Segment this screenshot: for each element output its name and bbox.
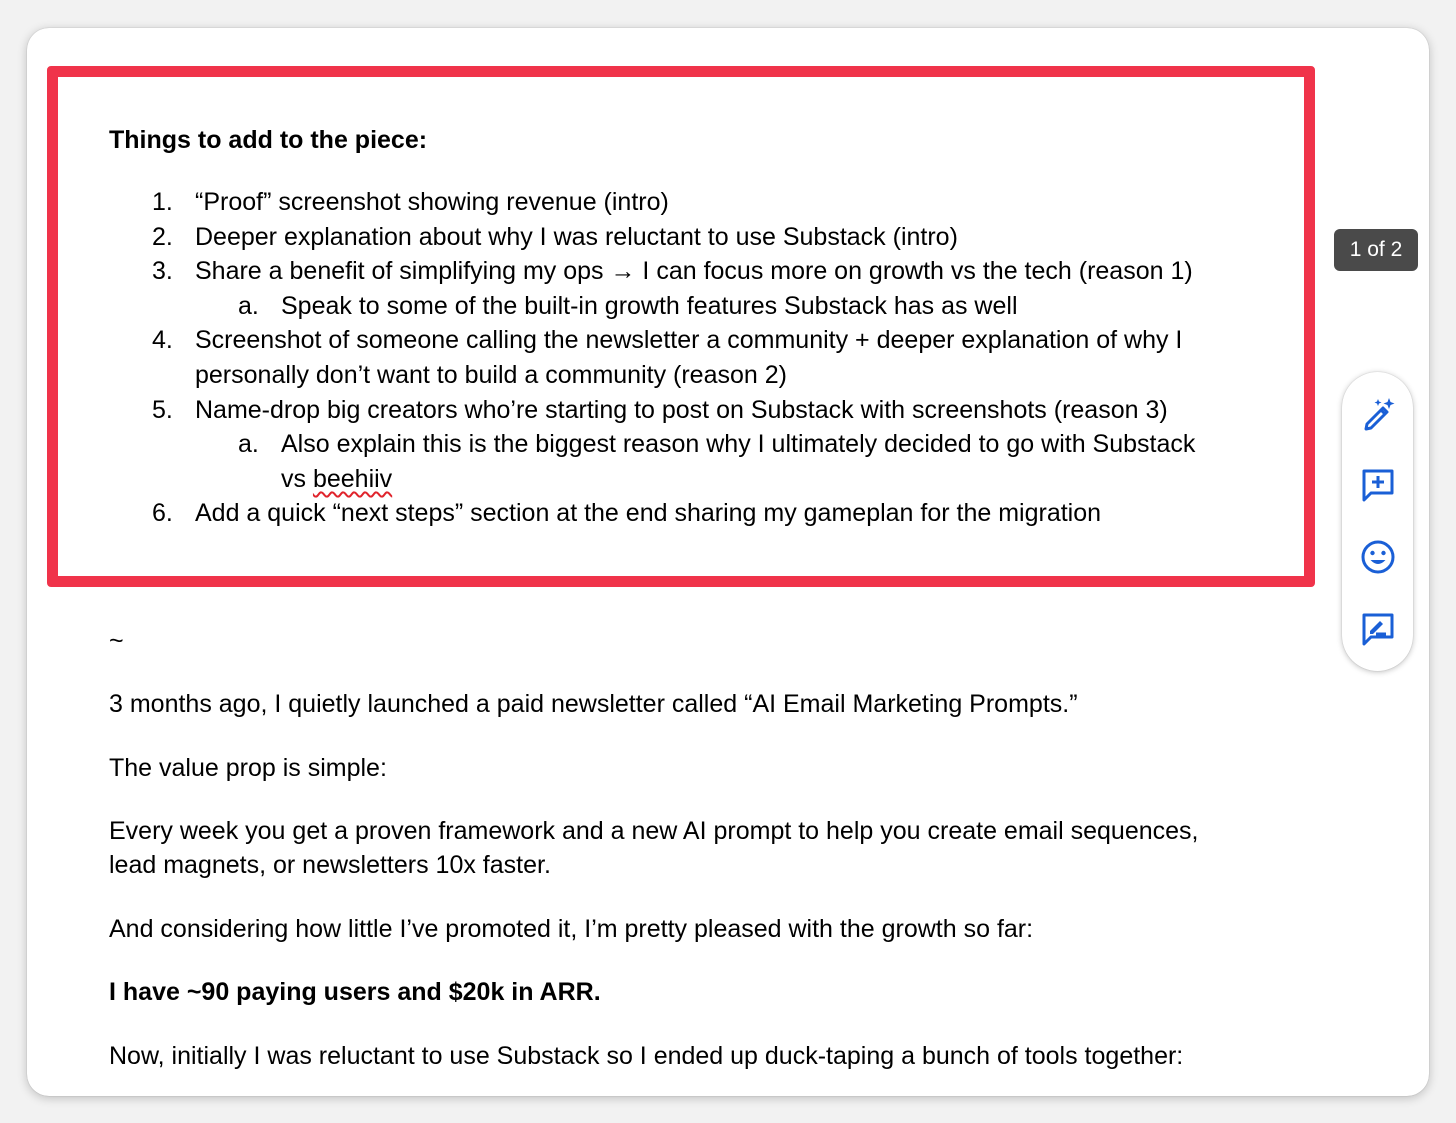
list-marker: 3. bbox=[152, 257, 173, 286]
page-indicator: 1 of 2 bbox=[1334, 229, 1418, 271]
paragraph: I have ~90 paying users and $20k in ARR. bbox=[109, 978, 601, 1006]
paragraph: lead magnets, or newsletters 10x faster. bbox=[109, 851, 551, 879]
misspelled-word[interactable]: beehiiv bbox=[312, 464, 393, 493]
paragraph: Now, initially I was reluctant to use Substack so I ended up duck-taping a bunch of tools together: bbox=[109, 1042, 1184, 1070]
list-marker: 4. bbox=[152, 326, 173, 355]
list-marker: a. bbox=[238, 291, 259, 320]
list-marker: a. bbox=[238, 430, 259, 459]
list-item-text bbox=[281, 462, 392, 497]
list-marker: 5. bbox=[152, 395, 173, 424]
suggest-edits-icon bbox=[1358, 609, 1398, 649]
list-marker: 1. bbox=[152, 188, 173, 216]
paragraph: 3 months ago, I quietly launched a paid newsletter called “AI Email Marketing Prompts.” bbox=[109, 690, 1078, 718]
add-comment-icon bbox=[1358, 465, 1398, 505]
list-item-text: Add a quick “next steps” section at the end sharing my gameplan for the migration bbox=[195, 499, 1102, 528]
list-item-text: Screenshot of someone calling the newsletter a community + deeper explanation of why I bbox=[195, 326, 1183, 355]
suggest-edits-button[interactable] bbox=[1342, 598, 1413, 660]
document-window bbox=[27, 28, 1429, 1096]
emoji-icon bbox=[1358, 537, 1398, 577]
list-item-text: personally don’t want to build a community (reason 2) bbox=[195, 360, 787, 389]
side-toolbar bbox=[1342, 372, 1413, 671]
paragraph: Every week you get a proven framework and a new AI prompt to help you create email sequences, bbox=[109, 817, 1199, 845]
paragraph: And considering how little I’ve promoted it, I’m pretty pleased with the growth so far: bbox=[109, 915, 1034, 943]
list-item-text: Deeper explanation about why I was reluctant to use Substack (intro) bbox=[195, 222, 958, 251]
list-heading: Things to add to the piece: bbox=[109, 126, 428, 154]
list-item-text: Also explain this is the biggest reason why I ultimately decided to go with Substack bbox=[281, 430, 1196, 459]
magic-pen-icon bbox=[1358, 393, 1398, 433]
list-marker: 2. bbox=[152, 222, 173, 251]
paragraph: The value prop is simple: bbox=[109, 754, 387, 782]
emoji-reaction-button[interactable] bbox=[1342, 526, 1413, 588]
text-prefix: vs bbox=[281, 464, 313, 493]
magic-pen-button[interactable] bbox=[1342, 382, 1413, 444]
list-item-text: Speak to some of the built-in growth features Substack has as well bbox=[281, 291, 1018, 320]
list-marker: 6. bbox=[152, 499, 173, 528]
list-item-text: Name-drop big creators who’re starting to post on Substack with screenshots (reason 3) bbox=[195, 395, 1168, 424]
list-item-text: “Proof” screenshot showing revenue (intro) bbox=[195, 188, 669, 216]
add-comment-button[interactable] bbox=[1342, 454, 1413, 516]
list-item-text: Share a benefit of simplifying my ops → I can focus more on growth vs the tech (reason 1) bbox=[195, 257, 1193, 286]
separator: ~ bbox=[109, 627, 124, 655]
